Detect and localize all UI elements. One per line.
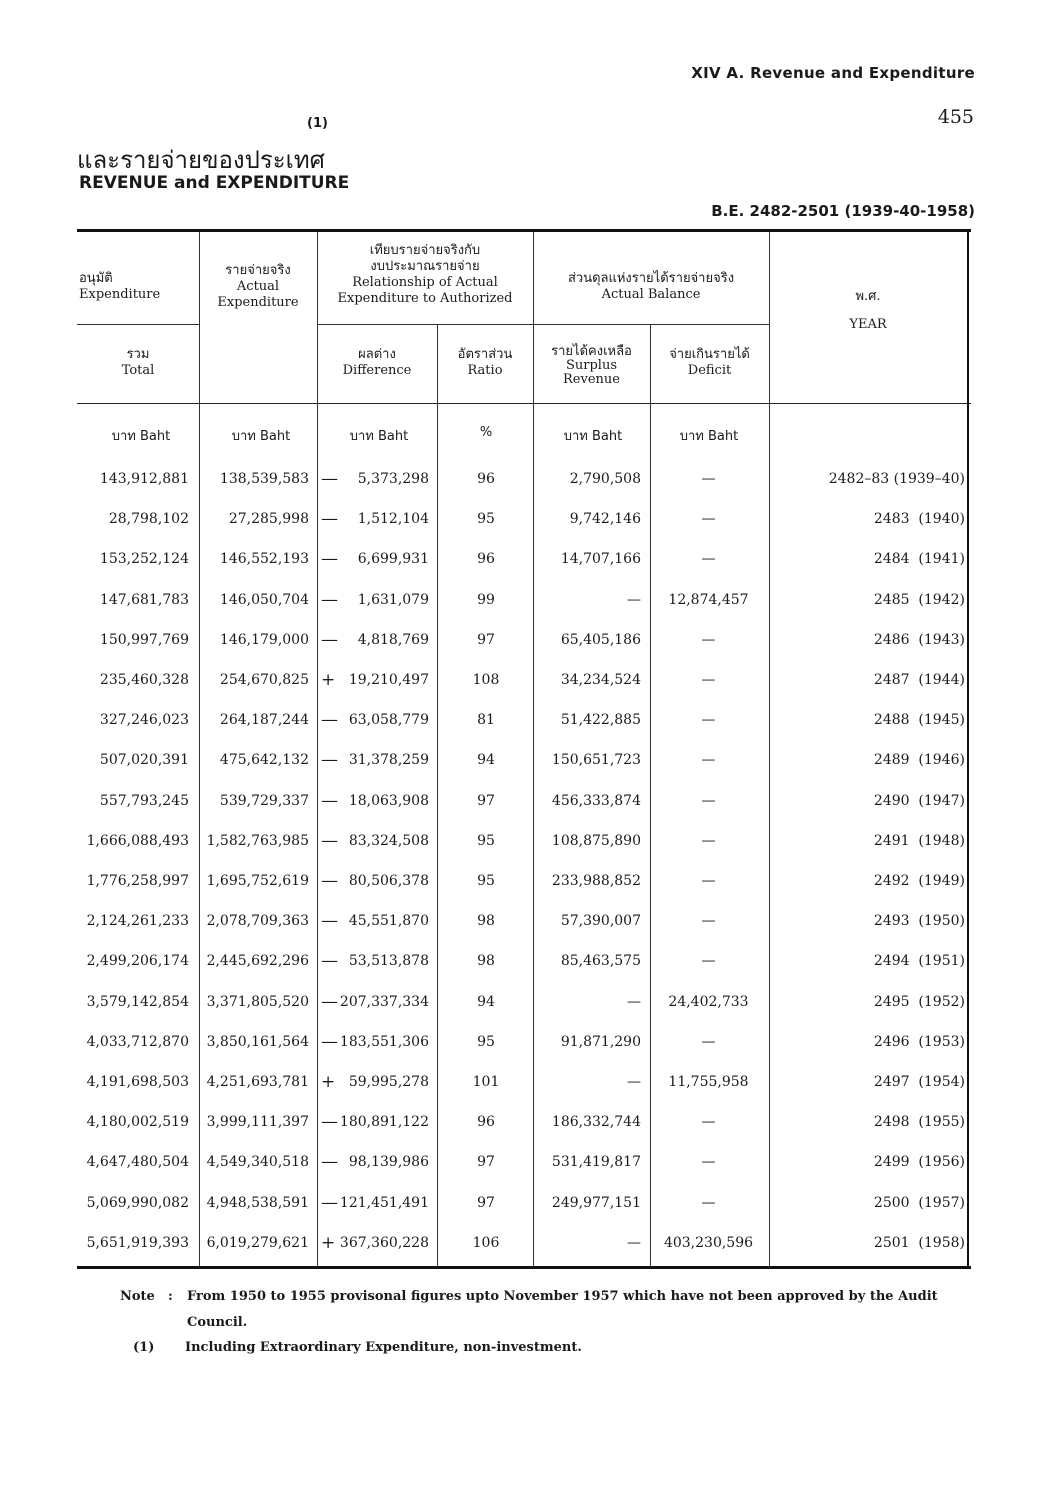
difference-cell: 6,699,931 bbox=[357, 551, 429, 568]
sign-cell: — bbox=[321, 710, 338, 731]
actual-cell: 2,445,692,296 bbox=[206, 953, 309, 970]
deficit-cell: — bbox=[701, 631, 716, 648]
surplus-cell: 186,332,744 bbox=[551, 1114, 641, 1131]
unit-total: บาท Baht bbox=[111, 429, 171, 444]
difference-cell: 1,512,104 bbox=[357, 511, 429, 528]
header-ratio-en: Ratio bbox=[467, 363, 503, 378]
ratio-cell: 95 bbox=[477, 511, 495, 528]
note-label: Note bbox=[120, 1289, 155, 1304]
surplus-cell: 9,742,146 bbox=[569, 511, 641, 528]
surplus-cell: 249,977,151 bbox=[551, 1194, 641, 1211]
header-balance-thai: ส่วนดุลแห่งรายได้รายจ่ายจริง bbox=[567, 271, 735, 286]
year-cell: 2488 (1945) bbox=[873, 712, 965, 729]
surplus-cell: 34,234,524 bbox=[560, 672, 641, 688]
deficit-cell: — bbox=[701, 551, 716, 568]
difference-cell: 63,058,779 bbox=[348, 712, 429, 729]
ratio-cell: 96 bbox=[477, 471, 495, 487]
difference-cell: 367,360,228 bbox=[339, 1234, 429, 1251]
table-row bbox=[77, 781, 971, 821]
header-difference bbox=[319, 347, 435, 379]
year-cell: 2486 (1943) bbox=[873, 631, 965, 648]
deficit-cell: — bbox=[701, 712, 716, 729]
difference-cell: 5,373,298 bbox=[357, 471, 429, 487]
surplus-cell: 85,463,575 bbox=[560, 953, 641, 970]
header-year-thai: พ.ศ. bbox=[855, 289, 881, 304]
ratio-cell: 101 bbox=[472, 1074, 500, 1090]
table-row bbox=[77, 982, 971, 1022]
header-surplus-en-1: Surplus bbox=[565, 358, 618, 373]
table-row bbox=[77, 539, 971, 579]
note-text: From 1950 to 1955 provisonal figures upto November 1957 which have not been approved by the Audit Council. bbox=[187, 1289, 938, 1330]
sign-cell: — bbox=[321, 1192, 338, 1213]
sign-cell: — bbox=[321, 589, 338, 610]
deficit-cell: — bbox=[701, 1033, 716, 1050]
year-cell: 2485 (1942) bbox=[873, 591, 965, 608]
header-ratio-thai: อัตราส่วน bbox=[457, 347, 513, 362]
header-total-en: Total bbox=[121, 363, 155, 378]
deficit-cell: — bbox=[701, 1194, 716, 1211]
year-cell: 2494 (1951) bbox=[873, 953, 965, 970]
total-cell: 4,180,002,519 bbox=[86, 1114, 189, 1131]
actual-cell: 1,582,763,985 bbox=[206, 832, 309, 849]
header-surplus-thai: รายได้คงเหลือ bbox=[551, 344, 632, 359]
surplus-cell: 531,419,817 bbox=[551, 1154, 641, 1171]
unit-difference: บาท Baht bbox=[349, 429, 409, 444]
ratio-cell: 96 bbox=[477, 1114, 495, 1131]
ratio-cell: 95 bbox=[477, 873, 495, 889]
table-row bbox=[77, 580, 971, 620]
difference-cell: 183,551,306 bbox=[339, 1033, 429, 1050]
surplus-cell: 108,875,890 bbox=[551, 832, 641, 849]
difference-cell: 31,378,259 bbox=[348, 752, 429, 769]
sign-cell: — bbox=[321, 549, 338, 570]
ratio-cell: 108 bbox=[472, 672, 500, 688]
difference-cell: 80,506,378 bbox=[348, 873, 429, 889]
table-row bbox=[77, 499, 971, 539]
total-cell: 153,252,124 bbox=[99, 551, 189, 568]
total-cell: 235,460,328 bbox=[99, 672, 189, 688]
total-cell: 28,798,102 bbox=[108, 511, 189, 528]
surplus-cell: 91,871,290 bbox=[560, 1033, 641, 1050]
ratio-cell: 98 bbox=[477, 913, 495, 930]
difference-cell: 45,551,870 bbox=[348, 913, 429, 930]
total-cell: 3,579,142,854 bbox=[86, 993, 189, 1010]
actual-cell: 146,050,704 bbox=[219, 591, 309, 608]
surplus-cell: — bbox=[627, 993, 641, 1010]
deficit-cell: — bbox=[701, 913, 716, 930]
table-row bbox=[77, 1062, 971, 1102]
sign-cell: + bbox=[321, 670, 336, 690]
total-cell: 143,912,881 bbox=[99, 471, 189, 487]
header-difference-en: Difference bbox=[342, 363, 412, 378]
ratio-cell: 99 bbox=[477, 591, 495, 608]
actual-cell: 146,552,193 bbox=[219, 551, 309, 568]
actual-cell: 539,729,337 bbox=[219, 792, 309, 809]
total-cell: 1,666,088,493 bbox=[86, 832, 189, 849]
unit-actual: บาท Baht bbox=[231, 429, 291, 444]
difference-cell: 4,818,769 bbox=[357, 631, 429, 648]
actual-cell: 3,850,161,564 bbox=[206, 1033, 309, 1050]
deficit-cell: — bbox=[701, 1114, 716, 1131]
header-actual-en-1: Actual bbox=[236, 279, 280, 294]
actual-cell: 475,642,132 bbox=[219, 752, 309, 769]
header-difference-thai: ผลต่าง bbox=[358, 347, 396, 362]
surplus-cell: 57,390,007 bbox=[560, 913, 641, 930]
difference-cell: 180,891,122 bbox=[339, 1114, 429, 1131]
footnote-text: Including Extraordinary Expenditure, non-investment. bbox=[185, 1340, 582, 1355]
year-cell: 2499 (1956) bbox=[873, 1154, 965, 1171]
table-row bbox=[77, 459, 971, 499]
table-row bbox=[77, 821, 971, 861]
period-label: B.E. 2482-2501 (1939-40-1958) bbox=[711, 202, 975, 220]
difference-cell: 18,063,908 bbox=[348, 792, 429, 809]
total-cell: 4,033,712,870 bbox=[86, 1033, 189, 1050]
difference-cell: 207,337,334 bbox=[339, 993, 429, 1010]
header-relationship-en-2: Expenditure to Authorized bbox=[337, 291, 513, 306]
header-total-thai: รวม bbox=[126, 347, 150, 362]
surplus-cell: 65,405,186 bbox=[560, 631, 641, 648]
sign-cell: — bbox=[321, 1152, 338, 1173]
surplus-cell: — bbox=[627, 1234, 641, 1251]
header-relationship bbox=[319, 243, 531, 307]
sign-cell: — bbox=[321, 469, 338, 489]
table-row bbox=[77, 700, 971, 740]
header-surplus-en-2: Revenue bbox=[563, 372, 620, 387]
table-row bbox=[77, 901, 971, 941]
sign-cell: — bbox=[321, 911, 338, 932]
table-top-rule bbox=[77, 229, 971, 232]
year-cell: 2491 (1948) bbox=[873, 832, 965, 849]
total-cell: 1,776,258,997 bbox=[86, 873, 189, 889]
deficit-cell: — bbox=[701, 511, 716, 528]
actual-cell: 264,187,244 bbox=[219, 712, 309, 729]
year-cell: 2487 (1944) bbox=[873, 672, 965, 688]
header-deficit bbox=[652, 347, 767, 379]
sign-cell: — bbox=[321, 509, 338, 530]
header-actual bbox=[201, 263, 315, 311]
actual-cell: 4,251,693,781 bbox=[206, 1074, 309, 1090]
total-cell: 507,020,391 bbox=[99, 752, 189, 769]
difference-cell: 1,631,079 bbox=[357, 591, 429, 608]
english-title: REVENUE and EXPENDITURE bbox=[79, 173, 350, 193]
difference-cell: 53,513,878 bbox=[348, 953, 429, 970]
surplus-cell: 51,422,885 bbox=[560, 712, 641, 729]
ratio-cell: 106 bbox=[472, 1234, 500, 1251]
table-row bbox=[77, 1183, 971, 1223]
unit-deficit: บาท Baht bbox=[679, 429, 739, 444]
unit-ratio: % bbox=[479, 425, 493, 440]
year-cell: 2496 (1953) bbox=[873, 1033, 965, 1050]
table-row bbox=[77, 740, 971, 780]
total-cell: 147,681,783 bbox=[99, 591, 189, 608]
difference-cell: 83,324,508 bbox=[348, 832, 429, 849]
sign-cell: — bbox=[321, 871, 338, 891]
page-number: 455 bbox=[937, 106, 974, 128]
ratio-cell: 97 bbox=[477, 1194, 495, 1211]
ratio-cell: 94 bbox=[477, 752, 495, 769]
deficit-cell: 12,874,457 bbox=[668, 591, 749, 608]
sign-cell: — bbox=[321, 629, 338, 650]
sign-cell: + bbox=[321, 1232, 336, 1253]
sign-cell: — bbox=[321, 1112, 338, 1133]
year-cell: 2489 (1946) bbox=[873, 752, 965, 769]
header-actual-en-2: Expenditure bbox=[217, 295, 299, 310]
actual-cell: 4,549,340,518 bbox=[206, 1154, 309, 1171]
table-row bbox=[77, 620, 971, 660]
year-cell: 2497 (1954) bbox=[873, 1074, 965, 1090]
deficit-cell: — bbox=[701, 953, 716, 970]
difference-cell: 121,451,491 bbox=[339, 1194, 429, 1211]
revenue-expenditure-table bbox=[77, 229, 971, 1269]
total-cell: 5,069,990,082 bbox=[86, 1194, 189, 1211]
total-cell: 5,651,919,393 bbox=[86, 1234, 189, 1251]
header-bottom-rule bbox=[77, 403, 971, 404]
actual-cell: 146,179,000 bbox=[219, 631, 309, 648]
thai-title: และรายจ่ายของประเทศ bbox=[77, 146, 325, 174]
year-cell: 2501 (1958) bbox=[873, 1234, 965, 1251]
year-cell: 2495 (1952) bbox=[873, 993, 965, 1010]
actual-cell: 27,285,998 bbox=[228, 511, 309, 528]
sign-cell: — bbox=[321, 830, 338, 851]
deficit-cell: — bbox=[701, 1154, 716, 1171]
actual-cell: 4,948,538,591 bbox=[206, 1194, 309, 1211]
sign-cell: — bbox=[321, 790, 338, 811]
header-actual-thai: รายจ่ายจริง bbox=[225, 263, 291, 278]
header-authorized bbox=[79, 271, 197, 303]
total-cell: 2,124,261,233 bbox=[86, 913, 189, 930]
ratio-cell: 96 bbox=[477, 551, 495, 568]
year-cell: 2483 (1940) bbox=[873, 511, 965, 528]
header-year bbox=[771, 289, 965, 333]
table-bottom-rule bbox=[77, 1266, 971, 1269]
total-cell: 4,191,698,503 bbox=[86, 1074, 189, 1090]
ratio-cell: 97 bbox=[477, 1154, 495, 1171]
note-colon: : bbox=[168, 1289, 173, 1304]
deficit-cell: — bbox=[701, 672, 716, 688]
ratio-cell: 81 bbox=[477, 712, 495, 729]
year-cell: 2500 (1957) bbox=[873, 1194, 965, 1211]
year-cell: 2490 (1947) bbox=[873, 792, 965, 809]
actual-cell: 3,371,805,520 bbox=[206, 993, 309, 1010]
header-authorized-thai: อนุมัติ bbox=[79, 271, 113, 286]
header-deficit-thai: จ่ายเกินรายได้ bbox=[669, 347, 750, 362]
footnote-label: (1) bbox=[133, 1340, 155, 1355]
year-cell: 2498 (1955) bbox=[873, 1114, 965, 1131]
table-row bbox=[77, 1142, 971, 1182]
ratio-cell: 95 bbox=[477, 1033, 495, 1050]
table-row bbox=[77, 1102, 971, 1142]
header-ratio bbox=[439, 347, 531, 379]
deficit-cell: 11,755,958 bbox=[668, 1074, 749, 1090]
year-cell: 2492 (1949) bbox=[873, 873, 965, 889]
difference-cell: 59,995,278 bbox=[348, 1074, 429, 1090]
header-relationship-en-1: Relationship of Actual bbox=[352, 275, 498, 290]
actual-cell: 3,999,111,397 bbox=[206, 1114, 309, 1131]
sign-cell: — bbox=[321, 951, 338, 972]
actual-cell: 2,078,709,363 bbox=[206, 913, 309, 930]
total-cell: 327,246,023 bbox=[99, 712, 189, 729]
sign-cell: — bbox=[321, 1031, 338, 1052]
table-row bbox=[77, 1223, 971, 1263]
deficit-cell: 403,230,596 bbox=[663, 1234, 754, 1251]
header-total bbox=[79, 347, 197, 379]
header-surplus bbox=[535, 345, 648, 387]
sign-cell: — bbox=[321, 750, 338, 771]
surplus-cell: 14,707,166 bbox=[560, 551, 641, 568]
sign-cell: — bbox=[321, 991, 338, 1012]
header-relationship-thai-2: งบประมาณรายจ่าย bbox=[370, 259, 480, 274]
surplus-cell: 456,333,874 bbox=[551, 792, 641, 809]
table-row bbox=[77, 941, 971, 981]
ratio-cell: 97 bbox=[477, 631, 495, 648]
actual-cell: 6,019,279,621 bbox=[206, 1234, 309, 1251]
deficit-cell: 24,402,733 bbox=[668, 993, 749, 1010]
difference-cell: 19,210,497 bbox=[348, 672, 429, 688]
section-header: XIV A. Revenue and Expenditure bbox=[691, 64, 975, 82]
total-cell: 557,793,245 bbox=[99, 792, 189, 809]
total-cell: 4,647,480,504 bbox=[86, 1154, 189, 1171]
deficit-cell: — bbox=[701, 752, 716, 769]
difference-cell: 98,139,986 bbox=[348, 1154, 429, 1171]
year-cell: 2493 (1950) bbox=[873, 913, 965, 930]
year-cell: 2482–83 (1939–40) bbox=[828, 471, 965, 487]
unit-surplus: บาท Baht bbox=[563, 429, 623, 444]
surplus-cell: — bbox=[627, 591, 641, 608]
actual-cell: 1,695,752,619 bbox=[206, 873, 309, 889]
subheader-rule bbox=[77, 324, 199, 325]
year-cell: 2484 (1941) bbox=[873, 551, 965, 568]
ratio-cell: 94 bbox=[477, 993, 495, 1010]
deficit-cell: — bbox=[701, 873, 716, 889]
surplus-cell: 150,651,723 bbox=[551, 752, 641, 769]
ratio-cell: 98 bbox=[477, 953, 495, 970]
header-relationship-thai-1: เทียบรายจ่ายจริงกับ bbox=[369, 243, 481, 258]
footnote-block bbox=[133, 1340, 582, 1355]
subheader-rule bbox=[317, 324, 769, 325]
surplus-cell: — bbox=[627, 1074, 641, 1090]
surplus-cell: 2,790,508 bbox=[569, 471, 641, 487]
ratio-cell: 95 bbox=[477, 832, 495, 849]
deficit-cell: — bbox=[701, 792, 716, 809]
total-cell: 2,499,206,174 bbox=[86, 953, 189, 970]
header-year-en: YEAR bbox=[849, 317, 887, 332]
table-row bbox=[77, 861, 971, 901]
header-balance-en: Actual Balance bbox=[601, 287, 701, 302]
deficit-cell: — bbox=[701, 471, 716, 487]
surplus-cell: 233,988,852 bbox=[551, 873, 641, 889]
header-authorized-en: Expenditure bbox=[79, 287, 161, 302]
footnote-reference: (1) bbox=[307, 116, 328, 131]
ratio-cell: 97 bbox=[477, 792, 495, 809]
header-deficit-en: Deficit bbox=[687, 363, 732, 378]
total-cell: 150,997,769 bbox=[99, 631, 189, 648]
table-row bbox=[77, 660, 971, 700]
header-balance bbox=[535, 271, 767, 303]
table-row bbox=[77, 1022, 971, 1062]
actual-cell: 138,539,583 bbox=[219, 471, 309, 487]
deficit-cell: — bbox=[701, 832, 716, 849]
sign-cell: + bbox=[321, 1072, 336, 1092]
actual-cell: 254,670,825 bbox=[219, 672, 309, 688]
